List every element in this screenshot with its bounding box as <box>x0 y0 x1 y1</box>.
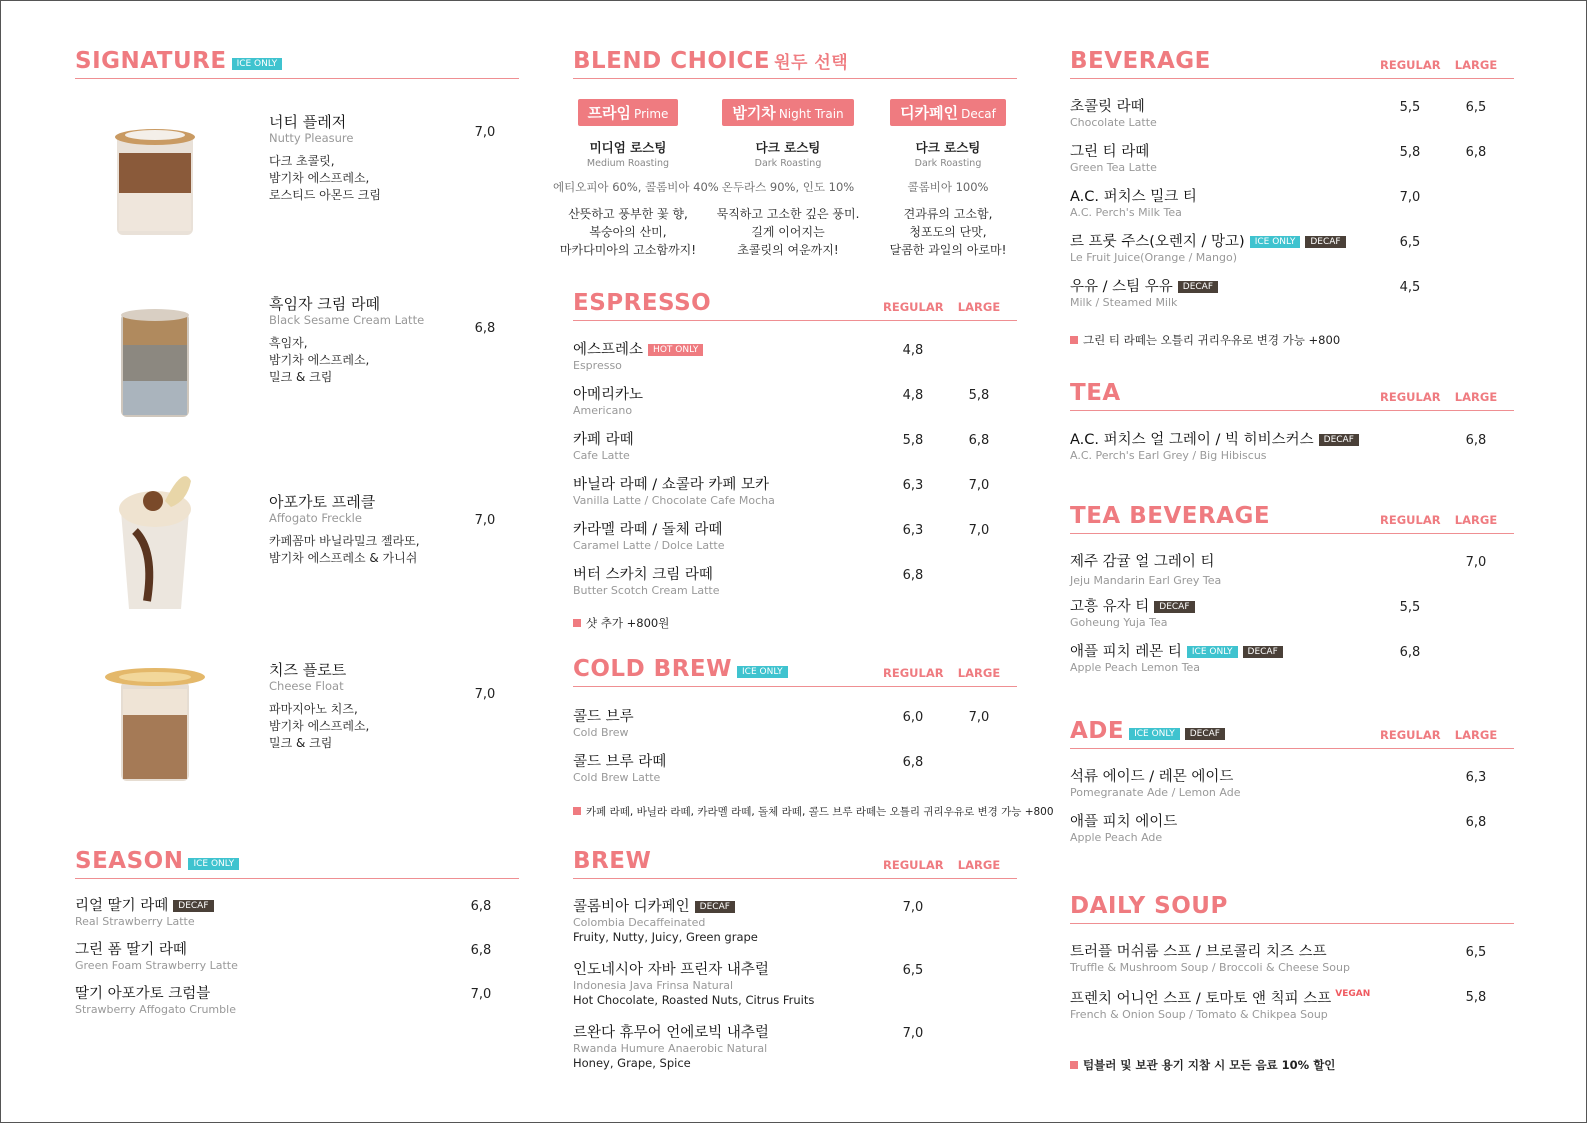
item-desc-line: 밤기차 에스프레소, <box>269 171 370 185</box>
section-title: DAILY SOUP <box>1070 893 1228 919</box>
regular-header: REGULAR <box>1380 390 1441 404</box>
menu-item <box>1070 943 1514 985</box>
roast-level: 다크 로스팅 <box>915 140 981 155</box>
large-header: LARGE <box>957 858 1001 872</box>
blend-choice-night-train <box>713 99 863 259</box>
roast-level-en: Medium Roasting <box>586 158 670 169</box>
ice-only-badge: ICE ONLY <box>232 58 283 70</box>
item-name-en: Americano <box>573 404 633 417</box>
hot-only-badge: HOT ONLY <box>648 344 703 356</box>
black-sesame-latte-photo <box>95 295 215 435</box>
item-tasting-notes: Honey, Grape, Spice <box>573 1056 691 1070</box>
regular-price: 7,0 <box>1399 190 1421 205</box>
item-name-en: A.C. Perch's Milk Tea <box>1070 206 1182 219</box>
item-desc-line: 밤기차 에스프레소 & 가니쉬 <box>269 551 418 565</box>
menu-item <box>75 897 519 939</box>
large-price: 7,0 <box>968 710 990 725</box>
item-name-en: Pomegranate Ade / Lemon Ade <box>1070 786 1241 799</box>
item-price: 6,8 <box>470 899 492 914</box>
blend-section <box>573 41 1017 79</box>
item-name-en: Real Strawberry Latte <box>75 915 195 928</box>
blend-choice-decaf <box>873 99 1023 259</box>
menu-item <box>1070 98 1514 140</box>
menu-item <box>573 1024 1017 1080</box>
item-name: 치즈 플로트 <box>269 661 347 679</box>
decaf-badge: DECAF <box>695 901 735 913</box>
item-name: 고흥 유자 티 DECAF <box>1070 598 1514 616</box>
daily-soup-section <box>1070 886 1514 924</box>
item-name: 카라멜 라떼 / 돌체 라떼 <box>573 522 723 538</box>
menu-item <box>75 481 519 631</box>
bean-origin: 에티오피아 60%, 콜롬비아 40% <box>553 180 719 194</box>
section-header <box>1070 41 1514 79</box>
item-price: 6,8 <box>474 321 496 336</box>
bean-origin: 온두라스 90%, 인도 10% <box>721 180 855 194</box>
item-name-en: Green Tea Latte <box>1070 161 1157 174</box>
item-name: 제주 감귤 얼 그레이 티 <box>1070 554 1215 570</box>
regular-price: 5,5 <box>1399 100 1421 115</box>
ice-only-badge: ICE ONLY <box>737 666 788 678</box>
item-desc-line: 밀크 & 크림 <box>269 370 333 384</box>
large-header: LARGE <box>1454 728 1498 742</box>
regular-price: 6,0 <box>902 710 924 725</box>
espresso-note: 샷 추가 +800원 <box>573 615 669 631</box>
item-name: 너티 플레저 <box>269 113 347 131</box>
section-header <box>75 841 519 879</box>
large-price: 7,0 <box>1465 555 1487 570</box>
menu-item <box>1070 553 1514 595</box>
item-desc-line: 카페꼼마 바닐라밀크 젤라또, <box>269 534 420 548</box>
bullet-square <box>573 619 581 627</box>
item-name-en: Milk / Steamed Milk <box>1070 296 1178 309</box>
large-price: 6,5 <box>1465 945 1487 960</box>
blend-pill: 프라임 Prime <box>578 99 679 126</box>
decaf-badge: DECAF <box>1185 728 1225 740</box>
item-name-en: Jeju Mandarin Earl Grey Tea <box>1070 574 1222 587</box>
item-name: 르완다 휴무어 언에로빅 내추럴 <box>573 1025 769 1041</box>
item-name: 트러플 머쉬룸 스프 / 브로콜리 치즈 스프 <box>1070 944 1327 960</box>
decaf-badge: DECAF <box>1243 646 1283 658</box>
regular-price: 6,8 <box>1399 645 1421 660</box>
blend-choice-prime <box>553 99 719 259</box>
item-name: 인도네시아 자바 프린자 내추럴 <box>573 962 769 978</box>
menu-item <box>1070 768 1514 810</box>
item-price: 7,0 <box>474 125 496 140</box>
large-header: LARGE <box>1454 390 1498 404</box>
regular-price: 6,8 <box>902 568 924 583</box>
regular-price: 6,5 <box>902 963 924 978</box>
menu-item <box>1070 598 1514 640</box>
item-name-en: Black Sesame Cream Latte <box>269 313 425 327</box>
tea-section <box>1070 373 1514 411</box>
regular-price: 5,8 <box>1399 145 1421 160</box>
menu-item <box>573 898 1017 954</box>
item-name-en: Espresso <box>573 359 622 372</box>
roast-level: 다크 로스팅 <box>755 140 821 155</box>
section-title: BEVERAGE <box>1070 48 1211 74</box>
regular-price: 6,8 <box>902 755 924 770</box>
item-name: 그린 티 라떼 <box>1070 144 1150 160</box>
item-name-en: A.C. Perch's Earl Grey / Big Hibiscus <box>1070 449 1267 462</box>
large-price: 5,8 <box>968 388 990 403</box>
bullet-square <box>1070 336 1078 344</box>
section-header <box>1070 373 1514 411</box>
item-text <box>269 295 489 386</box>
regular-price: 4,8 <box>902 343 924 358</box>
regular-price: 5,8 <box>902 433 924 448</box>
tumbler-discount-note: 텀블러 및 보관 용기 지참 시 모든 음료 10% 할인 <box>1070 1057 1335 1073</box>
decaf-badge: DECAF <box>1305 236 1345 248</box>
menu-item <box>573 386 1017 428</box>
item-name-en: Affogato Freckle <box>269 511 362 525</box>
ice-only-badge: ICE ONLY <box>188 858 239 870</box>
blend-pill: 밤기차 Night Train <box>722 99 853 126</box>
large-price: 6,8 <box>1465 815 1487 830</box>
coldbrew-note: 카페 라떼, 바닐라 라떼, 카라멜 라떼, 돌체 라떼, 콜드 브루 라떼는 오틀리 귀리우유로 변경 가능 +800 <box>573 804 1054 819</box>
item-name-en: Colombia Decaffeinated <box>573 916 706 929</box>
section-header <box>573 841 1017 879</box>
item-desc-line: 흑임자, <box>269 336 308 350</box>
section-header <box>1070 711 1514 749</box>
item-tasting-notes: Fruity, Nutty, Juicy, Green grape <box>573 930 758 944</box>
item-price: 7,0 <box>474 513 496 528</box>
blend-desc: 산뜻하고 풍부한 꽃 향, 복숭아의 산미, 마카다미아의 고소함까지! <box>559 207 697 257</box>
item-price: 7,0 <box>470 987 492 1002</box>
menu-item <box>573 431 1017 473</box>
item-tasting-notes: Hot Chocolate, Roasted Nuts, Citrus Fruits <box>573 993 815 1007</box>
item-name-en: Truffle & Mushroom Soup / Broccoli & Cheese Soup <box>1070 961 1350 974</box>
item-desc-line: 로스티드 아몬드 크림 <box>269 188 381 202</box>
item-desc-line: 밀크 & 크림 <box>269 736 333 750</box>
espresso-section <box>573 283 1017 321</box>
brew-section <box>573 841 1017 879</box>
blend-desc: 견과류의 고소함, 청포도의 단맛, 달콤한 과일의 아로마! <box>889 207 1007 257</box>
menu-item <box>1070 233 1514 275</box>
regular-header: REGULAR <box>1380 513 1441 527</box>
item-name: 콜드 브루 <box>573 709 634 725</box>
regular-price: 7,0 <box>902 900 924 915</box>
item-name-en: Strawberry Affogato Crumble <box>75 1003 236 1016</box>
item-name: 에스프레소 HOT ONLY <box>573 341 1017 359</box>
tea-beverage-section <box>1070 496 1514 534</box>
roast-level: 미디엄 로스팅 <box>589 140 667 155</box>
large-header: LARGE <box>1454 513 1498 527</box>
vegan-badge: VEGAN <box>1335 989 1371 999</box>
item-name-en: Caramel Latte / Dolce Latte <box>573 539 725 552</box>
item-name-en: Cheese Float <box>269 679 344 693</box>
menu-item <box>75 113 519 263</box>
regular-price: 4,5 <box>1399 280 1421 295</box>
item-name-en: Cafe Latte <box>573 449 630 462</box>
menu-item <box>1070 143 1514 185</box>
regular-price: 6,5 <box>1399 235 1421 250</box>
menu-item <box>75 985 519 1027</box>
item-price: 7,0 <box>474 687 496 702</box>
item-name: 콜롬비아 디카페인 DECAF <box>573 898 1017 916</box>
regular-header: REGULAR <box>883 300 944 314</box>
blend-desc: 묵직하고 고소한 깊은 풍미. 길게 이어지는 초콜릿의 여운까지! <box>716 207 860 257</box>
item-name-en: Cold Brew Latte <box>573 771 661 784</box>
large-price: 7,0 <box>968 523 990 538</box>
item-name: A.C. 퍼치스 밀크 티 <box>1070 189 1197 205</box>
item-name: 아포가토 프레클 <box>269 493 376 511</box>
ice-only-badge: ICE ONLY <box>1250 236 1301 248</box>
regular-price: 4,8 <box>902 388 924 403</box>
menu-item <box>573 753 1017 795</box>
item-name: 초콜릿 라떼 <box>1070 99 1145 115</box>
item-name: 르 프룻 주스(오렌지 / 망고) ICE ONLY DECAF <box>1070 233 1514 251</box>
section-title: TEA <box>1070 380 1121 406</box>
bullet-square <box>1070 1061 1078 1069</box>
item-name: 버터 스카치 크림 라떼 <box>573 567 713 583</box>
blend-pill: 디카페인 Decaf <box>890 99 1006 126</box>
cheese-float-photo <box>95 661 215 801</box>
affogato-freckle-photo <box>95 461 215 621</box>
regular-header: REGULAR <box>883 858 944 872</box>
item-name: 흑임자 크림 라떼 <box>269 295 380 313</box>
section-title: BLEND CHOICE 원두 선택 <box>573 48 849 74</box>
item-name-en: Nutty Pleasure <box>269 131 354 145</box>
regular-header: REGULAR <box>1380 58 1441 72</box>
roast-level-en: Dark Roasting <box>914 158 982 169</box>
item-name-en: Rwanda Humure Anaerobic Natural <box>573 1042 768 1055</box>
section-header <box>1070 886 1514 924</box>
large-header: LARGE <box>957 300 1001 314</box>
item-name-en: Apple Peach Lemon Tea <box>1070 661 1201 674</box>
beverage-section <box>1070 41 1514 79</box>
regular-price: 6,3 <box>902 478 924 493</box>
large-price: 6,8 <box>968 433 990 448</box>
large-price: 6,8 <box>1465 145 1487 160</box>
menu-item <box>573 961 1017 1017</box>
regular-price: 5,5 <box>1399 600 1421 615</box>
item-name: 카페 라떼 <box>573 432 634 448</box>
item-desc-line: 파마지아노 치즈, <box>269 702 358 716</box>
menu-item <box>573 566 1017 608</box>
large-price: 7,0 <box>968 478 990 493</box>
bullet-square <box>573 807 581 815</box>
item-name: 그린 폼 딸기 라떼 <box>75 942 187 958</box>
item-desc-line: 다크 초콜릿, <box>269 154 335 168</box>
ice-only-badge: ICE ONLY <box>1187 646 1238 658</box>
item-name: 바닐라 라떼 / 쇼콜라 카페 모카 <box>573 477 770 493</box>
item-name: A.C. 퍼치스 얼 그레이 / 빅 히비스커스 DECAF <box>1070 431 1514 449</box>
decaf-badge: DECAF <box>173 900 213 912</box>
coldbrew-section <box>573 649 1017 687</box>
large-price: 6,8 <box>1465 433 1487 448</box>
menu-item <box>1070 188 1514 230</box>
section-title: ESPRESSO <box>573 290 712 316</box>
item-name-en: Apple Peach Ade <box>1070 831 1163 844</box>
menu-item <box>75 295 519 445</box>
item-name-en: Indonesia Java Frinsa Natural <box>573 979 734 992</box>
item-name-en: Cold Brew <box>573 726 629 739</box>
item-name: 딸기 아포가토 크럼블 <box>75 986 211 1002</box>
menu-item <box>573 476 1017 518</box>
menu-item <box>573 708 1017 750</box>
bean-origin: 콜롬비아 100% <box>907 180 989 194</box>
section-title: SIGNATURE ICE ONLY <box>75 48 282 74</box>
menu-item <box>1070 813 1514 855</box>
item-name: 우유 / 스팀 우유 DECAF <box>1070 278 1514 296</box>
item-name-en: French & Onion Soup / Tomato & Chikpea Soup <box>1070 1008 1328 1021</box>
menu-item <box>1070 988 1514 1030</box>
large-price: 6,3 <box>1465 770 1487 785</box>
nutty-pleasure-photo <box>95 113 215 253</box>
decaf-badge: DECAF <box>1154 601 1194 613</box>
section-title: TEA BEVERAGE <box>1070 503 1271 529</box>
item-name-en: Butter Scotch Cream Latte <box>573 584 720 597</box>
regular-price: 6,3 <box>902 523 924 538</box>
decaf-badge: DECAF <box>1319 434 1359 446</box>
menu-item <box>573 341 1017 383</box>
item-name: 아메리카노 <box>573 387 644 403</box>
menu-item <box>573 521 1017 563</box>
item-desc-line: 밤기차 에스프레소, <box>269 353 370 367</box>
menu-item <box>1070 431 1514 473</box>
item-text <box>269 661 489 752</box>
regular-price: 7,0 <box>902 1026 924 1041</box>
item-text <box>269 493 489 567</box>
item-name-en: Green Foam Strawberry Latte <box>75 959 238 972</box>
item-name: 콜드 브루 라떼 <box>573 754 667 770</box>
section-title: ADE ICE ONLY DECAF <box>1070 718 1225 744</box>
ice-only-badge: ICE ONLY <box>1129 728 1180 740</box>
regular-header: REGULAR <box>883 666 944 680</box>
section-header <box>573 41 1017 79</box>
item-name: 프렌치 어니언 스프 / 토마토 앤 칙피 스프 VEGAN <box>1070 989 1371 1007</box>
season-section <box>75 841 519 879</box>
menu-item <box>1070 643 1514 685</box>
section-title: BREW <box>573 848 652 874</box>
menu-item <box>75 941 519 983</box>
beverage-note: 그린 티 라떼는 오틀리 귀리우유로 변경 가능 +800 <box>1070 332 1340 348</box>
decaf-badge: DECAF <box>1178 281 1218 293</box>
item-price: 6,8 <box>470 943 492 958</box>
menu-item <box>75 661 519 811</box>
large-header: LARGE <box>1454 58 1498 72</box>
item-name: 애플 피치 레몬 티 ICE ONLY DECAF <box>1070 643 1514 661</box>
roast-level-en: Dark Roasting <box>754 158 822 169</box>
large-price: 6,5 <box>1465 100 1487 115</box>
item-name-en: Vanilla Latte / Chocolate Cafe Mocha <box>573 494 775 507</box>
section-header <box>1070 496 1514 534</box>
regular-header: REGULAR <box>1380 728 1441 742</box>
large-price: 5,8 <box>1465 990 1487 1005</box>
large-header: LARGE <box>957 666 1001 680</box>
item-name: 석류 에이드 / 레몬 에이드 <box>1070 769 1234 785</box>
ade-section <box>1070 711 1514 749</box>
section-header <box>75 41 519 79</box>
item-name-en: Chocolate Latte <box>1070 116 1157 129</box>
item-name: 애플 피치 에이드 <box>1070 814 1178 830</box>
section-header <box>573 649 1017 687</box>
section-title: COLD BREW ICE ONLY <box>573 656 788 682</box>
item-desc-line: 밤기차 에스프레소, <box>269 719 370 733</box>
item-name-en: Goheung Yuja Tea <box>1070 616 1168 629</box>
item-name-en: Le Fruit Juice(Orange / Mango) <box>1070 251 1238 264</box>
signature-section <box>75 41 519 79</box>
menu-item <box>1070 278 1514 320</box>
item-name: 리얼 딸기 라떼 DECAF <box>75 897 519 915</box>
section-title: SEASON ICE ONLY <box>75 848 239 874</box>
section-header <box>573 283 1017 321</box>
